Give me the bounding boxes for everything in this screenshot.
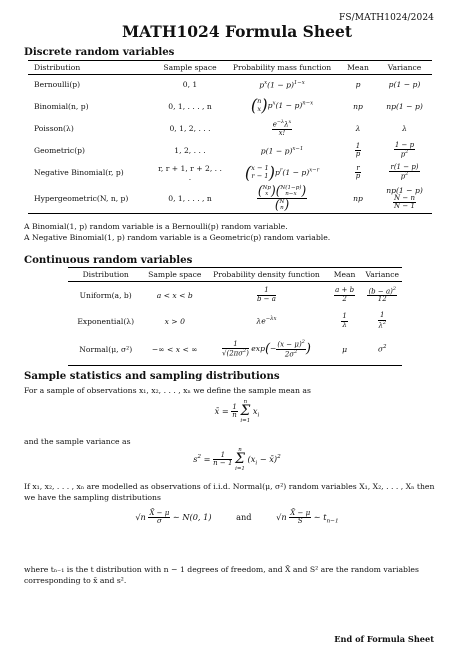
pmf-formula: $e^{-\lambda}\lambda^x$ x! bbox=[272, 118, 292, 137]
distribution-intro-line-1: If x₁, x₂, . . . , xₙ are modelled as observations of i.i.d. Normal(μ, σ²) random variables X₁, X₂, . . . , Xₙ then bbox=[24, 482, 435, 491]
mean-value: np bbox=[339, 184, 377, 214]
sampling-section-title: Sample statistics and sampling distributions bbox=[24, 370, 280, 382]
column-header: Mean bbox=[339, 61, 377, 75]
sample-variance-formula: $s^2$ = $\frac{1}{n - 1}$ n Σ i=1 ($x_i$ − x̄)$^2$ bbox=[193, 447, 281, 472]
table-row bbox=[68, 282, 402, 309]
end-of-sheet-label: End of Formula Sheet bbox=[334, 634, 434, 644]
pmf-formula: ( n x ) $p^x(1 - p)^{n-x}$ bbox=[250, 95, 314, 116]
table-row bbox=[28, 140, 432, 162]
variance-value: np(1 − p) $\frac{N - n}{N - 1}$ bbox=[377, 184, 432, 214]
closing-line-1: where tₙ₋₁ is the t distribution with n − 1 degrees of freedom, and X̄ and S² are the random variables bbox=[24, 565, 419, 574]
column-header: Distribution bbox=[28, 61, 155, 75]
pmf-formula: $p^x(1 - p)^{1-x}$ bbox=[259, 79, 305, 90]
table-row bbox=[28, 75, 432, 95]
variance-value: $\sigma^2$ bbox=[362, 334, 402, 366]
sample-space: 0, 1, . . . , n bbox=[155, 184, 225, 214]
table-row bbox=[28, 118, 432, 140]
table-row bbox=[28, 162, 432, 184]
table-row bbox=[68, 334, 402, 366]
discrete-note-1: A Binomial(1, p) random variable is a Bernoulli(p) random variable. bbox=[24, 222, 288, 231]
pdf-formula: $\lambda e^{-\lambda x}$ bbox=[256, 316, 277, 326]
discrete-header-row bbox=[28, 61, 432, 75]
discrete-table bbox=[28, 60, 432, 214]
mean-value: $\frac{a + b}{2}$ bbox=[335, 286, 355, 303]
sample-space: 0, 1 bbox=[182, 80, 198, 90]
pmf-formula: ( x − 1 r − 1 ) $p^r(1 - p)^{x-r}$ bbox=[244, 162, 320, 182]
variance-value: $\frac{1 - p}{p^2}$ bbox=[394, 140, 415, 159]
distribution-name: Binomial(n, p) bbox=[34, 101, 89, 111]
sample-space: x > 0 bbox=[164, 316, 185, 326]
sample-space: r, r + 1, r + 2, . . . bbox=[158, 163, 222, 182]
sampling-intro: For a sample of observations x₁, x₂, . . . , xₙ we define the sample mean as bbox=[24, 386, 311, 395]
distribution-name: Poisson(λ) bbox=[34, 124, 74, 133]
variance-value: $\frac{1}{\lambda^2}$ bbox=[378, 311, 386, 330]
sample-space: −∞ < x < ∞ bbox=[143, 334, 206, 366]
sample-space: 0, 1, 2, . . . bbox=[169, 124, 211, 133]
mean-value: λ bbox=[355, 124, 361, 133]
discrete-note-2: A Negative Binomial(1, p) random variable is a Geometric(p) random variable. bbox=[24, 233, 331, 242]
column-header: Variance bbox=[377, 61, 432, 75]
sample-space: 1, 2, . . . bbox=[174, 146, 206, 155]
distribution-intro-line-2: we have the sampling distributions bbox=[24, 493, 161, 502]
table-row bbox=[28, 95, 432, 118]
variance-value: λ bbox=[402, 124, 407, 133]
mean-value: $\frac{1}{p}$ bbox=[355, 141, 361, 158]
variance-value: np(1 − p) bbox=[386, 101, 423, 111]
mean-value: μ bbox=[327, 334, 363, 366]
variance-value: $\frac{(b - a)^2}{12}$ bbox=[368, 285, 396, 304]
distribution-name: Uniform(a, b) bbox=[79, 290, 132, 300]
distribution-name: Bernoulli(p) bbox=[34, 80, 81, 90]
mean-value: p bbox=[355, 80, 361, 90]
continuous-header-row bbox=[68, 268, 402, 282]
variance-value: p(1 − p) bbox=[388, 80, 421, 90]
conjunction-text: and bbox=[236, 511, 252, 522]
column-header: Probability density function bbox=[206, 268, 327, 282]
distribution-name: Normal(μ, σ²) bbox=[68, 334, 143, 366]
sample-space: a < x < b bbox=[156, 290, 193, 300]
table-row bbox=[68, 309, 402, 334]
distribution-name: Negative Binomial(r, p) bbox=[34, 168, 124, 177]
continuous-table bbox=[68, 267, 402, 366]
variance-value: $\frac{r(1 - p)}{p^2}$ bbox=[390, 162, 419, 181]
pdf-formula: $\frac{1}{√(2\pi\sigma^2)}$ exp(− $\frac{(x - \mu)^2}{2\sigma^2}$ ) bbox=[206, 334, 327, 366]
pdf-formula: $\frac{1}{b - a}$ bbox=[256, 286, 276, 303]
distribution-name: Geometric(p) bbox=[34, 146, 85, 155]
pmf-formula: ( Np x ) ( N(1−p) n−x ) ( N n ) bbox=[225, 184, 339, 214]
column-header: Distribution bbox=[68, 268, 143, 282]
variance-intro: and the sample variance as bbox=[24, 437, 131, 446]
sampling-distributions-formula: √n $\frac{X̄ - \mu}{\sigma}$ ∼ N(0, 1) and √n $\frac{X̄ - \mu}{S}$ ∼ $t_{n-1}$ bbox=[135, 509, 339, 526]
mean-value: $\frac{r}{p}$ bbox=[355, 163, 361, 180]
continuous-section-title: Continuous random variables bbox=[24, 254, 193, 266]
column-header: Probability mass function bbox=[225, 61, 339, 75]
column-header: Sample space bbox=[143, 268, 206, 282]
sample-mean-formula: x̄ = $\frac{1}{n}$ n Σ i=1 $x_i$ bbox=[214, 399, 260, 424]
sample-space: 0, 1, . . . , n bbox=[168, 101, 212, 111]
discrete-section-title: Discrete random variables bbox=[24, 46, 175, 58]
mean-value: $\frac{1}{\lambda}$ bbox=[342, 312, 347, 329]
column-header: Variance bbox=[362, 268, 402, 282]
column-header: Mean bbox=[327, 268, 363, 282]
mean-value: np bbox=[353, 101, 363, 111]
document-code: FS/MATH1024/2024 bbox=[339, 13, 434, 23]
page-title: MATH1024 Formula Sheet bbox=[121, 22, 353, 41]
column-header: Sample space bbox=[155, 61, 225, 75]
distribution-name: Exponential(λ) bbox=[77, 316, 135, 326]
distribution-name: Hypergeometric(N, n, p) bbox=[28, 184, 155, 214]
closing-line-2: corresponding to x̄ and s². bbox=[24, 576, 127, 585]
pmf-formula: $p(1 - p)^{x-1}$ bbox=[260, 145, 304, 156]
table-row bbox=[28, 184, 432, 214]
